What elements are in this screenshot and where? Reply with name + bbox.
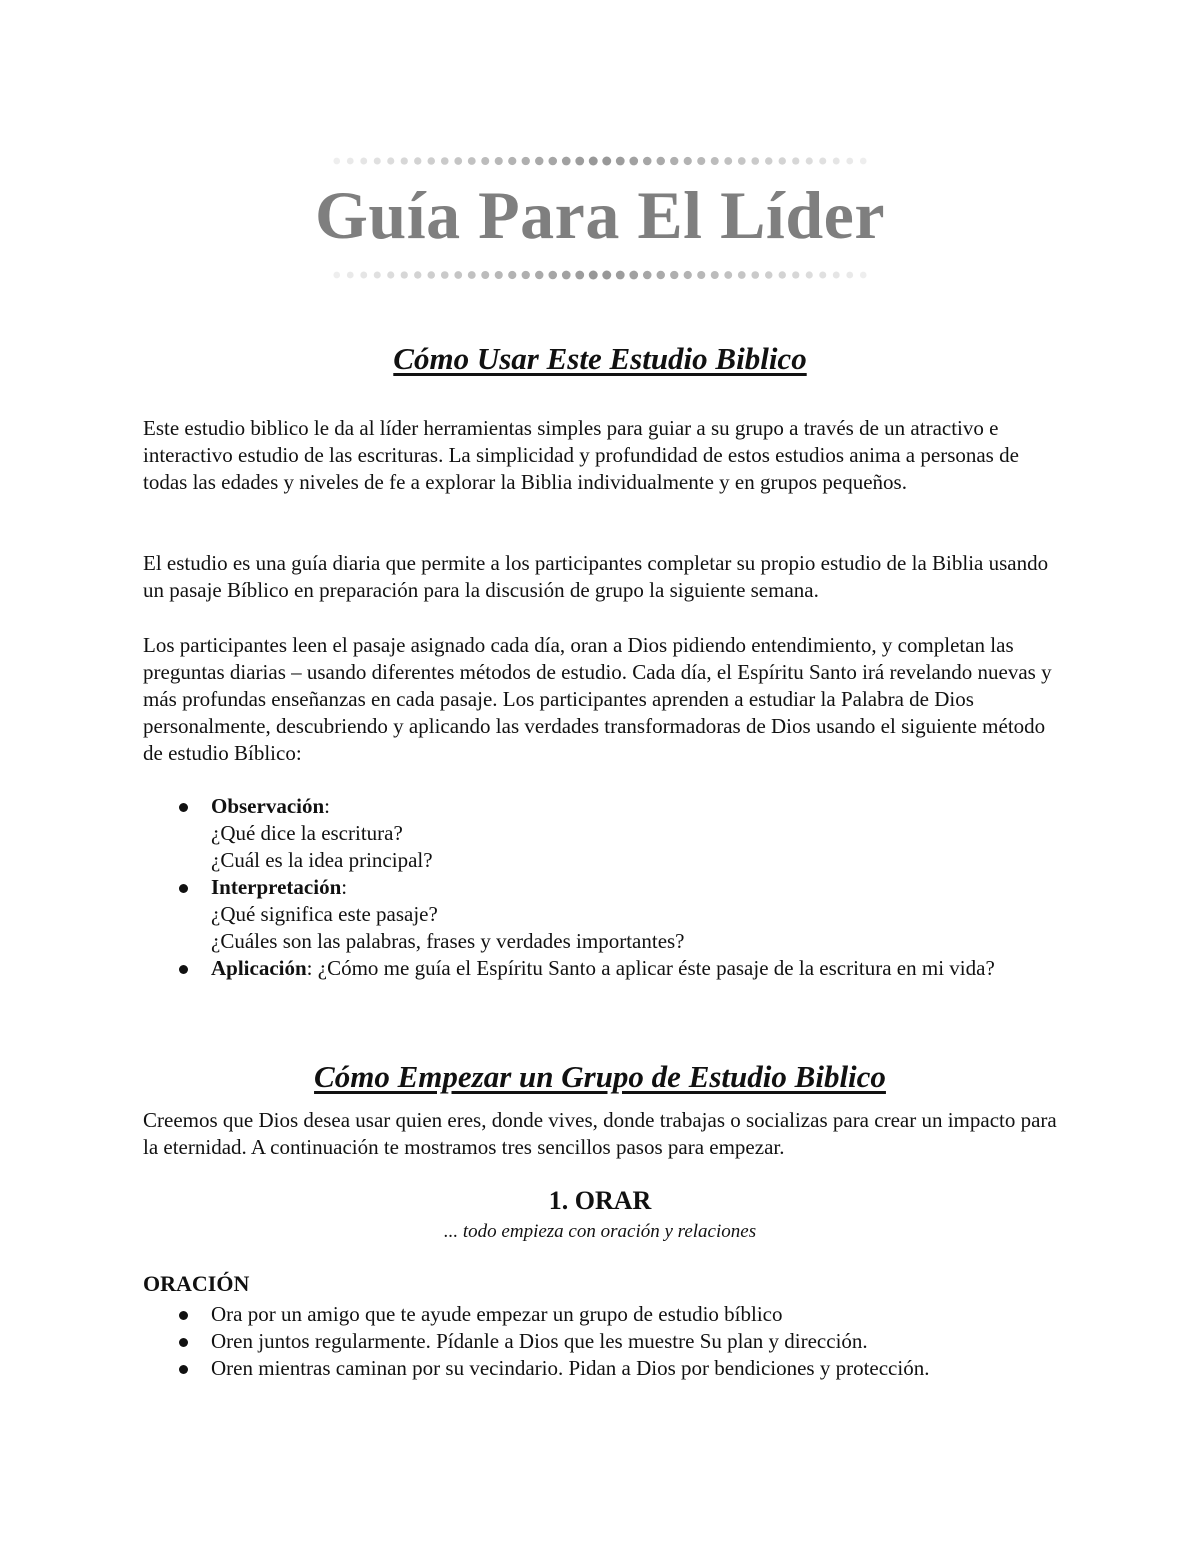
dot-row-top-graphic: [330, 154, 870, 168]
decorative-dot: [441, 271, 449, 279]
decorative-dot: [846, 272, 853, 279]
method-suffix: :: [341, 875, 348, 899]
method-question: ¿Cuál es la idea principal?: [211, 848, 433, 872]
list-item: [143, 1355, 1063, 1382]
decorative-dot: [616, 157, 625, 166]
decorative-dot: [684, 157, 692, 165]
decorative-dot: [751, 271, 759, 279]
decorative-dot: [508, 157, 516, 165]
bullet-icon: [179, 1365, 188, 1374]
decorative-dot-row-top: [330, 154, 870, 168]
decorative-dot: [629, 271, 638, 280]
decorative-dot: [806, 157, 813, 164]
decorative-dot: [738, 157, 746, 165]
decorative-dot: [711, 157, 719, 165]
decorative-dot: [819, 157, 826, 164]
decorative-dot: [711, 271, 719, 279]
prayer-heading: ORACIÓN: [143, 1271, 250, 1296]
method-label: Interpretación: [211, 875, 342, 899]
decorative-dot: [360, 272, 367, 279]
decorative-dot: [670, 157, 678, 165]
decorative-dot: [508, 271, 516, 279]
decorative-dot: [333, 272, 340, 279]
decorative-dot: [684, 271, 692, 279]
bullet-icon: [179, 1338, 188, 1347]
decorative-dot: [833, 158, 840, 165]
decorative-dot: [562, 157, 571, 166]
decorative-dot-row-bottom: [330, 268, 870, 282]
decorative-dot: [657, 157, 665, 165]
decorative-dot: [468, 271, 476, 279]
decorative-dot: [806, 271, 813, 278]
decorative-dot: [481, 271, 489, 279]
decorative-dot: [347, 158, 354, 165]
decorative-dot: [387, 157, 394, 164]
decorative-dot: [454, 157, 462, 165]
bullet-icon: [179, 965, 188, 974]
decorative-dot: [428, 271, 436, 279]
decorative-dot: [779, 271, 786, 278]
decorative-dot: [414, 271, 421, 278]
decorative-dot: [522, 157, 530, 165]
method-suffix: :: [324, 794, 331, 818]
decorative-dot: [833, 272, 840, 279]
step-title: 1. ORAR: [548, 1186, 652, 1215]
study-method-list: [143, 793, 1063, 982]
section-heading-how-to-start: Cómo Empezar un Grupo de Estudio Biblico: [314, 1059, 886, 1094]
decorative-dot: [575, 271, 584, 280]
method-question: ¿Cuáles son las palabras, frases y verdades importantes?: [211, 929, 685, 953]
decorative-dot: [751, 157, 759, 165]
dot-row-bottom-graphic: [330, 268, 870, 282]
decorative-dot: [860, 158, 867, 165]
decorative-dot: [738, 271, 746, 279]
bullet-icon: [179, 803, 188, 812]
decorative-dot: [495, 157, 503, 165]
decorative-dot: [697, 271, 705, 279]
method-suffix: :: [306, 956, 313, 980]
decorative-dot: [589, 271, 598, 280]
decorative-dot: [629, 157, 638, 166]
decorative-dot: [548, 271, 557, 280]
decorative-dot: [657, 271, 665, 279]
list-item-interpretation: [143, 874, 1063, 955]
decorative-dot: [428, 157, 436, 165]
decorative-dot: [441, 157, 449, 165]
prayer-item-text: Oren juntos regularmente. Pídanle a Dios que les muestre Su plan y dirección.: [211, 1329, 868, 1353]
decorative-dot: [481, 157, 489, 165]
decorative-dot: [401, 157, 408, 164]
list-item-observation: [143, 793, 1063, 874]
decorative-dot: [347, 272, 354, 279]
list-item-application: [143, 955, 1063, 982]
decorative-dot: [401, 271, 408, 278]
decorative-dot: [374, 157, 381, 164]
decorative-dot: [697, 157, 705, 165]
section-heading-how-to-use: Cómo Usar Este Estudio Biblico: [393, 341, 807, 376]
decorative-dot: [792, 157, 799, 164]
paragraph-participants: Los participantes leen el pasaje asignado cada día, oran a Dios pidiendo entendimiento, y completan las preguntas diarias – usando diferentes métodos de estudio. Cada día, el Espíritu Santo irá revelando nuevas y más profundas enseñanzas en cada pasaje. Los participantes aprenden a estudiar la Palabra de Dios personalmente, descubriendo y aplicando las verdades transformadoras de Dios usando el siguiente método de estudio Bíblico:: [143, 633, 1052, 765]
decorative-dot: [724, 271, 732, 279]
decorative-dot: [495, 271, 503, 279]
decorative-dot: [548, 157, 557, 166]
page-title: Guía Para El Líder: [315, 177, 885, 253]
paragraph-start-intro: Creemos que Dios desea usar quien eres, donde vives, donde trabajas o socializas para crear un impacto para la eternidad. A continuación te mostramos tres sencillos pasos para empezar.: [143, 1108, 1057, 1159]
decorative-dot: [819, 271, 826, 278]
decorative-dot: [333, 158, 340, 165]
decorative-dot: [643, 157, 652, 166]
method-label: Observación: [211, 794, 325, 818]
bullet-icon: [179, 1311, 188, 1320]
bullet-icon: [179, 884, 188, 893]
step-subtitle: ... todo empieza con oración y relaciones: [443, 1221, 757, 1242]
decorative-dot: [414, 157, 421, 164]
decorative-dot: [575, 157, 584, 166]
prayer-item-text: Ora por un amigo que te ayude empezar un grupo de estudio bíblico: [211, 1302, 783, 1326]
prayer-list: [143, 1301, 1063, 1382]
decorative-dot: [643, 271, 652, 280]
decorative-dot: [602, 271, 611, 280]
decorative-dot: [562, 271, 571, 280]
decorative-dot: [765, 157, 773, 165]
method-question: ¿Qué significa este pasaje?: [211, 902, 438, 926]
method-question: ¿Qué dice la escritura?: [211, 821, 403, 845]
decorative-dot: [616, 271, 625, 280]
decorative-dot: [589, 157, 598, 166]
decorative-dot: [860, 272, 867, 279]
decorative-dot: [468, 157, 476, 165]
decorative-dot: [792, 271, 799, 278]
decorative-dot: [535, 157, 543, 165]
decorative-dot: [724, 157, 732, 165]
decorative-dot: [374, 271, 381, 278]
decorative-dot: [360, 158, 367, 165]
paragraph-daily-guide: El estudio es una guía diaria que permite a los participantes completar su propio estudio de la Biblia usando un pasaje Bíblico en preparación para la discusión de grupo la siguiente semana.: [143, 551, 1049, 602]
decorative-dot: [522, 271, 530, 279]
decorative-dot: [454, 271, 462, 279]
decorative-dot: [387, 271, 394, 278]
method-text: ¿Cómo me guía el Espíritu Santo a aplicar éste pasaje de la escritura en mi vida?: [312, 956, 995, 980]
list-item: [143, 1301, 1063, 1328]
decorative-dot: [535, 271, 543, 279]
decorative-dot: [670, 271, 678, 279]
decorative-dot: [602, 157, 611, 166]
paragraph-intro: Este estudio biblico le da al líder herramientas simples para guiar a su grupo a través de un atractivo e interactivo estudio de las escrituras. La simplicidad y profundidad de estos estudios anima a personas de todas las edades y niveles de fe a explorar la Biblia individualmente y en grupos pequeños.: [143, 416, 1019, 494]
method-label: Aplicación: [211, 956, 307, 980]
decorative-dot: [765, 271, 773, 279]
list-item: [143, 1328, 1063, 1355]
decorative-dot: [846, 158, 853, 165]
decorative-dot: [779, 157, 786, 164]
prayer-item-text: Oren mientras caminan por su vecindario. Pidan a Dios por bendiciones y protección.: [211, 1356, 930, 1380]
